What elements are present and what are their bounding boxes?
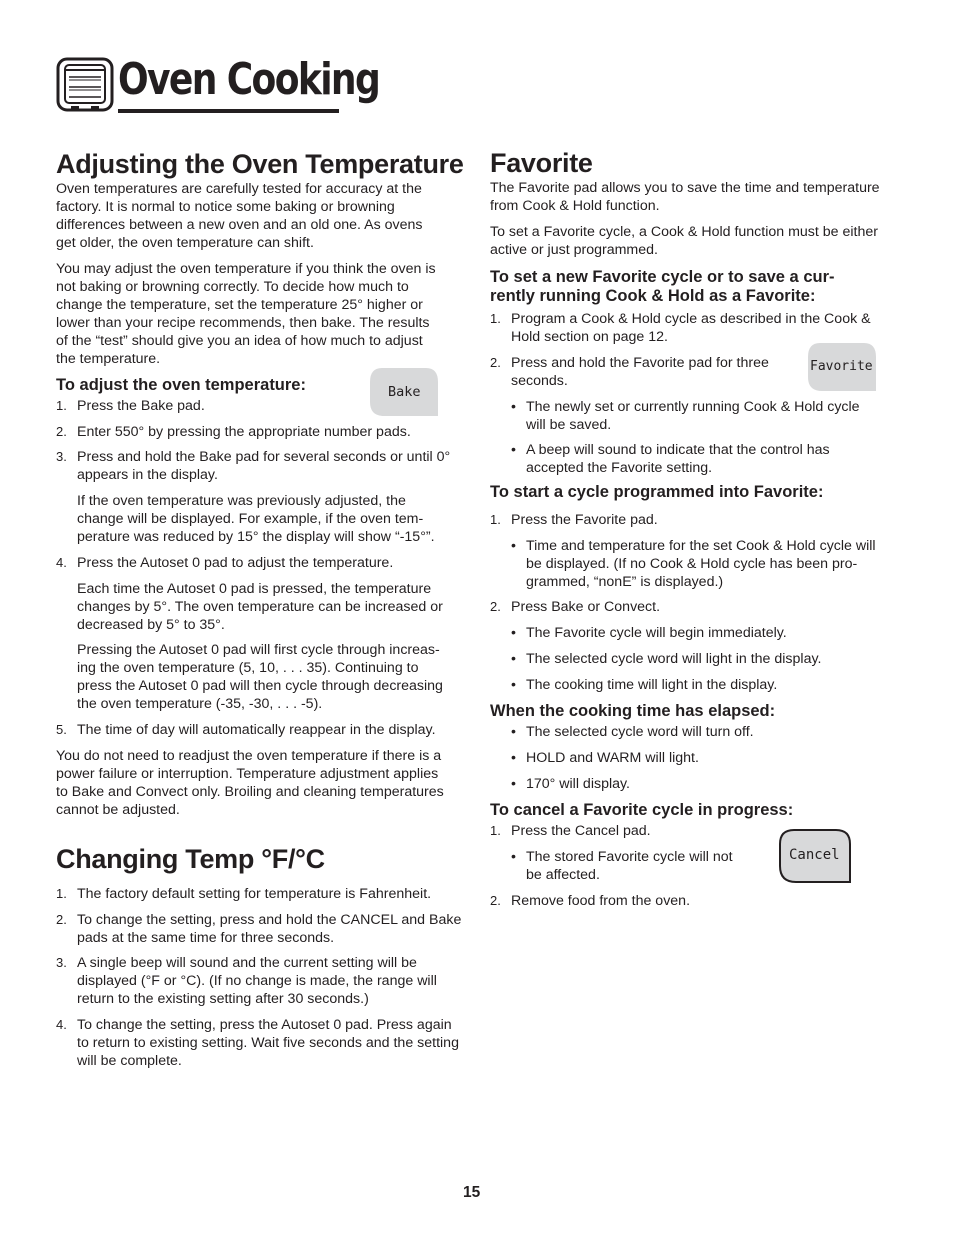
list-item: • The selected cycle word will light in the display. <box>511 651 822 667</box>
changing-heading: Changing Temp °F/°C <box>56 844 325 874</box>
adjust-intro: Oven temperatures are carefully tested for accuracy at the factory. It is normal to notice some baking or browning differences between a new oven and an old one. As ovens get older, the oven temperature can shift. <box>56 181 423 251</box>
list-item: • HOLD and WARM will light. <box>511 750 699 766</box>
list-item: 3. A single beep will sound and the current setting will be displayed (°F or °C). (If no change is made, the range will return to the existing setting after 30 seconds.) <box>56 955 437 1007</box>
list-item: • A beep will sound to indicate that the control has accepted the Favorite setting. <box>511 442 830 476</box>
favorite-requirement: To set a Favorite cycle, a Cook & Hold function must be either active or just programmed. <box>490 224 878 258</box>
adjust-explanation: You may adjust the oven temperature if you think the oven is not baking or browning correctly. To decide how much to change the temperature, set the temperature 25° higher or lower than your recipe recommends, then bake. The results of the “test” should give you an idea of how much to adjust the temperature. <box>56 261 436 367</box>
favorite-subheading-start: To start a cycle programmed into Favorite: <box>490 483 824 501</box>
list-item: • The Favorite cycle will begin immediately. <box>511 625 787 641</box>
cancel-pad[interactable] <box>778 828 852 884</box>
favorite-subheading-cancel: To cancel a Favorite cycle in progress: <box>490 801 794 819</box>
favorite-subheading-set: To set a new Favorite cycle or to save a cur- rently running Cook & Hold as a Favorite: <box>490 268 835 305</box>
list-item: • 170° will display. <box>511 776 630 792</box>
adjust-subheading: To adjust the oven temperature: <box>56 376 306 394</box>
list-item: 2. Press and hold the Favorite pad for three seconds. <box>490 355 769 389</box>
bake-pad-label: Bake <box>388 384 421 400</box>
list-item: Pressing the Autoset 0 pad will first cycle through increas- ing the oven temperature (5, 10, . . . 35). Continuing to press the Autoset 0 pad will then cycle through decreasing the oven temperature (-35, -30, . . . -5). <box>77 642 443 712</box>
list-item: 3. Press and hold the Bake pad for several seconds or until 0° appears in the display. <box>56 449 451 483</box>
list-item: • The selected cycle word will turn off. <box>511 724 754 740</box>
list-item: • The cooking time will light in the display. <box>511 677 778 693</box>
list-item: 1. Press the Favorite pad. <box>490 512 658 528</box>
adjust-note: You do not need to readjust the oven temperature if there is a power failure or interruption. Temperature adjustment applies to Bake and Convect only. Broiling and cleaning temperatures cannot be adjusted. <box>56 748 444 818</box>
list-item: 1. Press the Bake pad. <box>56 398 205 414</box>
title-underline <box>118 109 339 113</box>
favorite-heading: Favorite <box>490 148 593 178</box>
list-item: If the oven temperature was previously adjusted, the change will be displayed. For example, if the oven tem- perature was reduced by 15° the display will show “-15°”. <box>77 493 435 545</box>
favorite-intro: The Favorite pad allows you to save the time and temperature from Cook & Hold function. <box>490 180 880 214</box>
favorite-pad-label: Favorite <box>810 359 873 374</box>
list-item: Each time the Autoset 0 pad is pressed, the temperature changes by 5°. The oven temperature can be increased or decreased by 5° to 35°. <box>77 581 443 633</box>
list-item: 2. Enter 550° by pressing the appropriate number pads. <box>56 424 411 440</box>
list-item: 1. Press the Cancel pad. <box>490 823 651 839</box>
list-item: 2. Remove food from the oven. <box>490 893 691 909</box>
favorite-pad[interactable] <box>806 341 878 393</box>
list-item: • The newly set or currently running Cook & Hold cycle will be saved. <box>511 399 860 433</box>
cancel-pad-label: Cancel <box>789 847 840 863</box>
list-item: 1. The factory default setting for temperature is Fahrenheit. <box>56 886 432 902</box>
list-item: 5. The time of day will automatically reappear in the display. <box>56 722 436 738</box>
list-item: 4. To change the setting, press the Autoset 0 pad. Press again to return to existing setting. Wait five seconds and the setting will be complete. <box>56 1017 459 1069</box>
page-number: 15 <box>463 1184 481 1201</box>
list-item: 4. Press the Autoset 0 pad to adjust the temperature. <box>56 555 394 571</box>
list-item: • The stored Favorite cycle will not be affected. <box>511 849 733 883</box>
list-item: 1. Program a Cook & Hold cycle as described in the Cook & Hold section on page 12. <box>490 311 871 345</box>
favorite-subheading-elapsed: When the cooking time has elapsed: <box>490 702 776 720</box>
oven-icon <box>56 57 114 114</box>
list-item: 2. Press Bake or Convect. <box>490 599 661 615</box>
page-title: Oven Cooking <box>118 54 380 105</box>
list-item: 2. To change the setting, press and hold the CANCEL and Bake pads at the same time for three seconds. <box>56 912 462 946</box>
adjust-heading: Adjusting the Oven Temperature <box>56 149 464 179</box>
list-item: • Time and temperature for the set Cook & Hold cycle will be displayed. (If no Cook & Hold cycle has been pro- grammed, “nonE” is displayed.) <box>511 538 876 590</box>
